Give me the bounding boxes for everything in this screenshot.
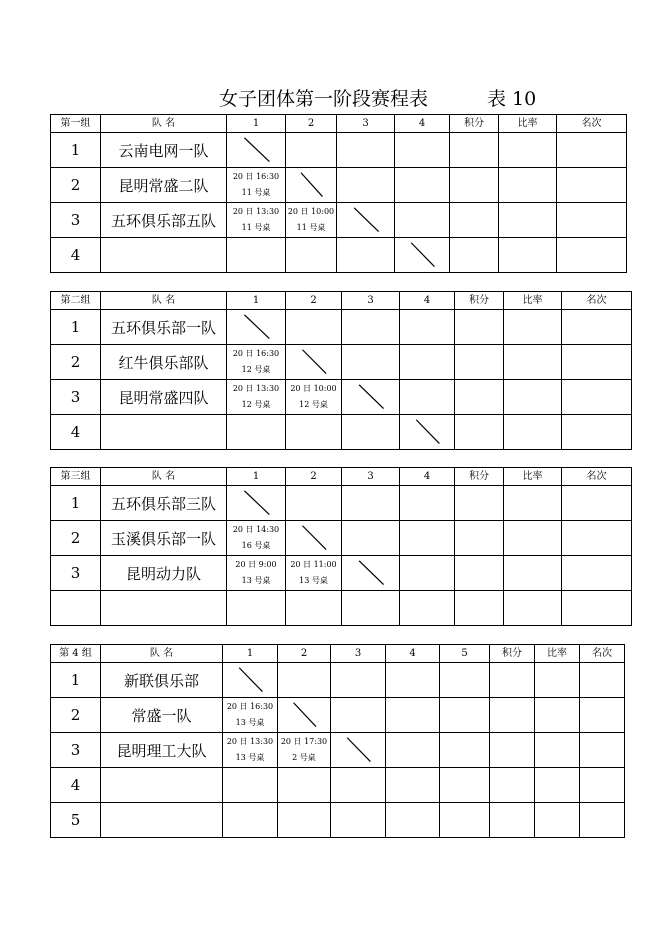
points-cell xyxy=(490,663,535,698)
team-row xyxy=(51,698,625,733)
match-cell xyxy=(395,133,450,168)
match-cell xyxy=(286,486,342,521)
team-row xyxy=(51,310,632,345)
col-header: 3 xyxy=(342,468,400,486)
col-header: 2 xyxy=(286,115,337,133)
ratio-cell xyxy=(535,698,580,733)
ratio-header: 比率 xyxy=(504,468,562,486)
team-index xyxy=(51,591,101,626)
match-cell xyxy=(342,521,400,556)
points-cell xyxy=(455,486,504,521)
team-name: 昆明常盛四队 xyxy=(101,380,227,415)
points-header: 积分 xyxy=(455,292,504,310)
col-header: 4 xyxy=(395,115,450,133)
header-row xyxy=(51,115,627,133)
team-name-header: 队 名 xyxy=(101,115,227,133)
match-cell xyxy=(286,238,337,273)
rank-header: 名次 xyxy=(562,292,632,310)
match-cell xyxy=(331,803,386,838)
col-header: 1 xyxy=(223,645,278,663)
group-label: 第三组 xyxy=(51,468,101,486)
rank-cell xyxy=(562,345,632,380)
diagonal-slash-icon xyxy=(337,203,394,237)
match-cell xyxy=(331,698,386,733)
match-schedule-cell xyxy=(227,556,286,591)
diagonal-slash-icon xyxy=(286,345,341,379)
team-row xyxy=(51,556,632,591)
team-name: 五环俱乐部三队 xyxy=(101,486,227,521)
match-time: 20 日 16:30 xyxy=(226,702,274,711)
diagonal-slash-icon xyxy=(395,238,449,272)
match-cell xyxy=(342,486,400,521)
col-header: 1 xyxy=(227,292,286,310)
team-index: 1 xyxy=(51,133,101,168)
points-header: 积分 xyxy=(455,468,504,486)
match-cell xyxy=(386,733,440,768)
header-row xyxy=(51,468,632,486)
match-cell xyxy=(331,663,386,698)
self-match-cell xyxy=(286,345,342,380)
match-table: 11 号桌 xyxy=(241,223,271,232)
group-table-1 xyxy=(50,114,627,273)
match-cell xyxy=(440,768,490,803)
points-cell xyxy=(455,345,504,380)
team-index: 2 xyxy=(51,345,101,380)
match-cell xyxy=(278,768,331,803)
table-number: 表 10 xyxy=(487,88,537,110)
ratio-header: 比率 xyxy=(504,292,562,310)
group-label: 第二组 xyxy=(51,292,101,310)
match-cell xyxy=(337,238,395,273)
rank-header: 名次 xyxy=(562,468,632,486)
col-header: 3 xyxy=(337,115,395,133)
team-row xyxy=(51,521,632,556)
self-match-cell xyxy=(342,556,400,591)
self-match-cell xyxy=(331,733,386,768)
ratio-cell xyxy=(504,345,562,380)
ratio-cell xyxy=(499,133,557,168)
diagonal-slash-icon xyxy=(342,380,399,414)
team-index: 4 xyxy=(51,415,101,450)
rank-cell xyxy=(580,768,625,803)
team-index: 3 xyxy=(51,380,101,415)
rank-cell xyxy=(562,380,632,415)
team-index: 2 xyxy=(51,698,101,733)
rank-cell xyxy=(562,486,632,521)
group-table-2 xyxy=(50,291,632,450)
self-match-cell xyxy=(223,663,278,698)
match-schedule-cell xyxy=(227,168,286,203)
col-header: 3 xyxy=(342,292,400,310)
match-cell xyxy=(286,415,342,450)
team-index: 3 xyxy=(51,203,101,238)
team-name: 常盛一队 xyxy=(101,698,223,733)
match-cell xyxy=(223,768,278,803)
header-row xyxy=(51,292,632,310)
match-cell xyxy=(395,168,450,203)
match-cell xyxy=(400,591,455,626)
team-name: 云南电网一队 xyxy=(101,133,227,168)
team-row xyxy=(51,345,632,380)
self-match-cell xyxy=(227,486,286,521)
match-schedule-cell xyxy=(286,203,337,238)
match-table: 13 号桌 xyxy=(235,718,265,727)
points-cell xyxy=(455,380,504,415)
match-cell xyxy=(331,768,386,803)
rank-cell xyxy=(580,733,625,768)
match-cell xyxy=(400,556,455,591)
match-cell xyxy=(227,415,286,450)
match-cell xyxy=(278,803,331,838)
match-cell xyxy=(286,310,342,345)
team-name: 昆明动力队 xyxy=(101,556,227,591)
diagonal-slash-icon xyxy=(227,310,285,344)
match-schedule-cell xyxy=(227,345,286,380)
ratio-cell xyxy=(535,768,580,803)
match-cell xyxy=(440,803,490,838)
points-cell xyxy=(450,238,499,273)
group-table-3 xyxy=(50,467,632,626)
team-row xyxy=(51,663,625,698)
team-row xyxy=(51,415,632,450)
col-header: 4 xyxy=(386,645,440,663)
match-schedule-cell xyxy=(278,733,331,768)
ratio-cell xyxy=(499,203,557,238)
rank-cell xyxy=(562,521,632,556)
team-name-header: 队 名 xyxy=(101,468,227,486)
diagonal-slash-icon xyxy=(227,486,285,520)
team-index: 3 xyxy=(51,733,101,768)
diagonal-slash-icon xyxy=(286,168,336,202)
team-row xyxy=(51,768,625,803)
match-time: 20 日 13:30 xyxy=(232,384,280,393)
match-cell xyxy=(400,521,455,556)
match-schedule-cell xyxy=(223,698,278,733)
ratio-cell xyxy=(504,556,562,591)
diagonal-slash-icon xyxy=(342,556,399,590)
diagonal-slash-icon xyxy=(331,733,385,767)
ratio-header: 比率 xyxy=(535,645,580,663)
team-name-header: 队 名 xyxy=(101,645,223,663)
ratio-cell xyxy=(504,310,562,345)
self-match-cell xyxy=(227,133,286,168)
match-cell xyxy=(440,663,490,698)
ratio-cell xyxy=(535,663,580,698)
header-row xyxy=(51,645,625,663)
team-index: 5 xyxy=(51,803,101,838)
team-row xyxy=(51,168,627,203)
team-name xyxy=(101,238,227,273)
match-cell xyxy=(286,591,342,626)
match-cell xyxy=(223,803,278,838)
self-match-cell xyxy=(400,415,455,450)
match-cell xyxy=(386,768,440,803)
diagonal-slash-icon xyxy=(223,663,277,697)
points-cell xyxy=(450,203,499,238)
match-cell xyxy=(386,663,440,698)
match-cell xyxy=(400,486,455,521)
ratio-cell xyxy=(535,803,580,838)
match-table: 11 号桌 xyxy=(241,188,271,197)
rank-cell xyxy=(562,591,632,626)
match-cell xyxy=(227,591,286,626)
team-name xyxy=(101,768,223,803)
points-cell xyxy=(450,168,499,203)
ratio-cell xyxy=(504,486,562,521)
match-cell xyxy=(386,803,440,838)
team-index: 3 xyxy=(51,556,101,591)
team-row xyxy=(51,203,627,238)
rank-cell xyxy=(562,310,632,345)
team-name: 五环俱乐部五队 xyxy=(101,203,227,238)
team-index: 4 xyxy=(51,768,101,803)
team-index: 1 xyxy=(51,486,101,521)
points-cell xyxy=(490,803,535,838)
points-cell xyxy=(490,768,535,803)
match-cell xyxy=(440,733,490,768)
points-cell xyxy=(455,310,504,345)
team-name xyxy=(101,803,223,838)
points-cell xyxy=(490,698,535,733)
ratio-cell xyxy=(504,591,562,626)
col-header: 1 xyxy=(227,115,286,133)
page-header xyxy=(0,86,660,112)
team-name: 五环俱乐部一队 xyxy=(101,310,227,345)
points-header: 积分 xyxy=(490,645,535,663)
points-cell xyxy=(455,591,504,626)
match-schedule-cell xyxy=(227,203,286,238)
diagonal-slash-icon xyxy=(227,133,285,167)
team-index: 2 xyxy=(51,168,101,203)
diagonal-slash-icon xyxy=(286,521,341,555)
team-name xyxy=(101,591,227,626)
rank-cell xyxy=(580,663,625,698)
match-cell xyxy=(337,133,395,168)
match-cell xyxy=(342,310,400,345)
points-cell xyxy=(455,415,504,450)
team-index: 4 xyxy=(51,238,101,273)
match-table: 13 号桌 xyxy=(235,753,265,762)
team-index: 2 xyxy=(51,521,101,556)
match-cell xyxy=(342,591,400,626)
rank-cell xyxy=(557,168,627,203)
col-header: 2 xyxy=(286,292,342,310)
match-schedule-cell xyxy=(286,556,342,591)
points-cell xyxy=(455,521,504,556)
col-header: 4 xyxy=(400,468,455,486)
rank-cell xyxy=(562,415,632,450)
team-index: 1 xyxy=(51,663,101,698)
ratio-cell xyxy=(499,238,557,273)
team-row xyxy=(51,380,632,415)
match-cell xyxy=(227,238,286,273)
rank-header: 名次 xyxy=(580,645,625,663)
ratio-cell xyxy=(535,733,580,768)
match-cell xyxy=(278,663,331,698)
match-schedule-cell xyxy=(227,380,286,415)
match-table: 2 号桌 xyxy=(292,753,316,762)
match-cell xyxy=(342,345,400,380)
match-cell xyxy=(400,380,455,415)
match-time: 20 日 17:30 xyxy=(280,737,328,746)
points-cell xyxy=(450,133,499,168)
match-cell xyxy=(400,345,455,380)
diagonal-slash-icon xyxy=(278,698,330,732)
team-row xyxy=(51,733,625,768)
match-time: 20 日 10:00 xyxy=(290,384,337,393)
team-row xyxy=(51,803,625,838)
match-time: 20 日 13:30 xyxy=(226,737,274,746)
points-cell xyxy=(490,733,535,768)
diagonal-slash-icon xyxy=(400,415,454,449)
self-match-cell xyxy=(227,310,286,345)
page-title: 女子团体第一阶段赛程表 xyxy=(219,88,429,110)
match-time: 20 日 16:30 xyxy=(232,172,280,181)
team-name: 玉溪俱乐部一队 xyxy=(101,521,227,556)
match-table: 12 号桌 xyxy=(241,365,271,374)
self-match-cell xyxy=(278,698,331,733)
match-time: 20 日 16:30 xyxy=(232,349,280,358)
col-header: 1 xyxy=(227,468,286,486)
team-index: 1 xyxy=(51,310,101,345)
match-schedule-cell xyxy=(223,733,278,768)
match-cell xyxy=(440,698,490,733)
team-name: 昆明常盛二队 xyxy=(101,168,227,203)
team-row xyxy=(51,591,632,626)
col-header: 3 xyxy=(331,645,386,663)
match-time: 20 日 11:00 xyxy=(290,560,337,569)
team-row xyxy=(51,133,627,168)
match-time: 20 日 14:30 xyxy=(232,525,280,534)
group-table-4 xyxy=(50,644,625,838)
ratio-cell xyxy=(499,168,557,203)
match-time: 20 日 9:00 xyxy=(235,560,277,569)
rank-cell xyxy=(562,556,632,591)
team-name xyxy=(101,415,227,450)
match-cell xyxy=(400,310,455,345)
match-schedule-cell xyxy=(227,521,286,556)
col-header: 4 xyxy=(400,292,455,310)
match-cell xyxy=(286,133,337,168)
group-label: 第一组 xyxy=(51,115,101,133)
col-header: 5 xyxy=(440,645,490,663)
match-time: 20 日 10:00 xyxy=(287,207,335,216)
team-name: 红牛俱乐部队 xyxy=(101,345,227,380)
self-match-cell xyxy=(342,380,400,415)
self-match-cell xyxy=(395,238,450,273)
match-table: 12 号桌 xyxy=(299,400,328,409)
match-table: 13 号桌 xyxy=(241,576,271,585)
match-table: 13 号桌 xyxy=(299,576,328,585)
col-header: 2 xyxy=(278,645,331,663)
rank-cell xyxy=(557,203,627,238)
team-name: 新联俱乐部 xyxy=(101,663,223,698)
group-label: 第 4 组 xyxy=(51,645,101,663)
points-cell xyxy=(455,556,504,591)
points-header: 积分 xyxy=(450,115,499,133)
team-name-header: 队 名 xyxy=(101,292,227,310)
rank-header: 名次 xyxy=(557,115,627,133)
self-match-cell xyxy=(337,203,395,238)
ratio-cell xyxy=(504,415,562,450)
match-table: 11 号桌 xyxy=(296,223,326,232)
rank-cell xyxy=(557,238,627,273)
match-cell xyxy=(342,415,400,450)
match-table: 16 号桌 xyxy=(241,541,271,550)
match-table: 12 号桌 xyxy=(241,400,271,409)
team-name: 昆明理工大队 xyxy=(101,733,223,768)
match-schedule-cell xyxy=(286,380,342,415)
match-cell xyxy=(337,168,395,203)
ratio-cell xyxy=(504,521,562,556)
self-match-cell xyxy=(286,168,337,203)
rank-cell xyxy=(580,803,625,838)
rank-cell xyxy=(557,133,627,168)
ratio-header: 比率 xyxy=(499,115,557,133)
ratio-cell xyxy=(504,380,562,415)
team-row xyxy=(51,238,627,273)
team-row xyxy=(51,486,632,521)
rank-cell xyxy=(580,698,625,733)
col-header: 2 xyxy=(286,468,342,486)
match-cell xyxy=(395,203,450,238)
self-match-cell xyxy=(286,521,342,556)
match-time: 20 日 13:30 xyxy=(232,207,280,216)
match-cell xyxy=(386,698,440,733)
